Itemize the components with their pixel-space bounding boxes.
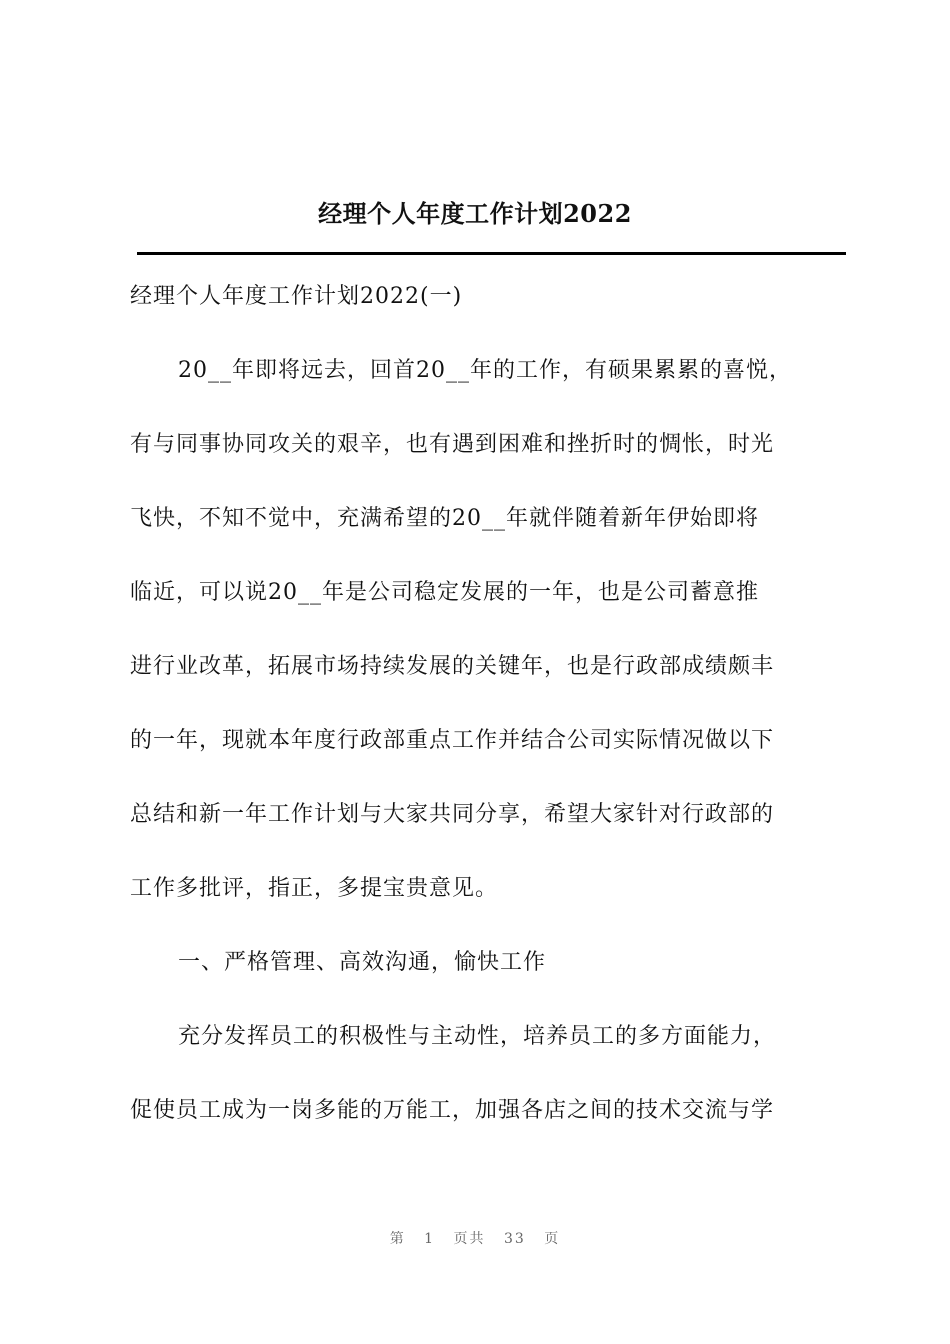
paragraph-line: 充分发挥员工的积极性与主动性，培养员工的多方面能力， bbox=[178, 1024, 777, 1049]
page-footer bbox=[0, 1229, 950, 1249]
paragraph-line: 促使员工成为一岗多能的万能工，加强各店之间的技术交流与学 bbox=[130, 1098, 775, 1123]
document-title: 经理个人年度工作计划2022 bbox=[318, 199, 632, 228]
paragraph-line: 有与同事协同攻关的艰辛，也有遇到困难和挫折时的惆怅，时光 bbox=[130, 432, 775, 457]
footer-page-total: 33 bbox=[504, 1231, 526, 1247]
section-heading: 经理个人年度工作计划2022(一) bbox=[130, 284, 463, 309]
paragraph-line: 飞快，不知不觉中，充满希望的20__年就伴随着新年伊始即将 bbox=[130, 506, 759, 531]
footer-suffix: 页 bbox=[544, 1231, 561, 1247]
paragraph-line: 临近，可以说20__年是公司稳定发展的一年，也是公司蓄意推 bbox=[130, 580, 759, 605]
paragraph-line: 总结和新一年工作计划与大家共同分享，希望大家针对行政部的 bbox=[130, 802, 775, 827]
title-underline bbox=[137, 252, 846, 255]
subsection-heading: 一、严格管理、高效沟通，愉快工作 bbox=[178, 950, 547, 975]
footer-prefix: 第 bbox=[389, 1231, 406, 1247]
paragraph-line: 的一年，现就本年度行政部重点工作并结合公司实际情况做以下 bbox=[130, 728, 775, 753]
paragraph-line: 工作多批评，指正，多提宝贵意见。 bbox=[130, 876, 499, 901]
paragraph-line: 20__年即将远去，回首20__年的工作，有硕果累累的喜悦， bbox=[178, 358, 792, 383]
paragraph-line: 进行业改革，拓展市场持续发展的关键年，也是行政部成绩颇丰 bbox=[130, 654, 775, 679]
footer-page-number: 1 bbox=[424, 1231, 436, 1247]
footer-middle: 页共 bbox=[453, 1231, 486, 1247]
